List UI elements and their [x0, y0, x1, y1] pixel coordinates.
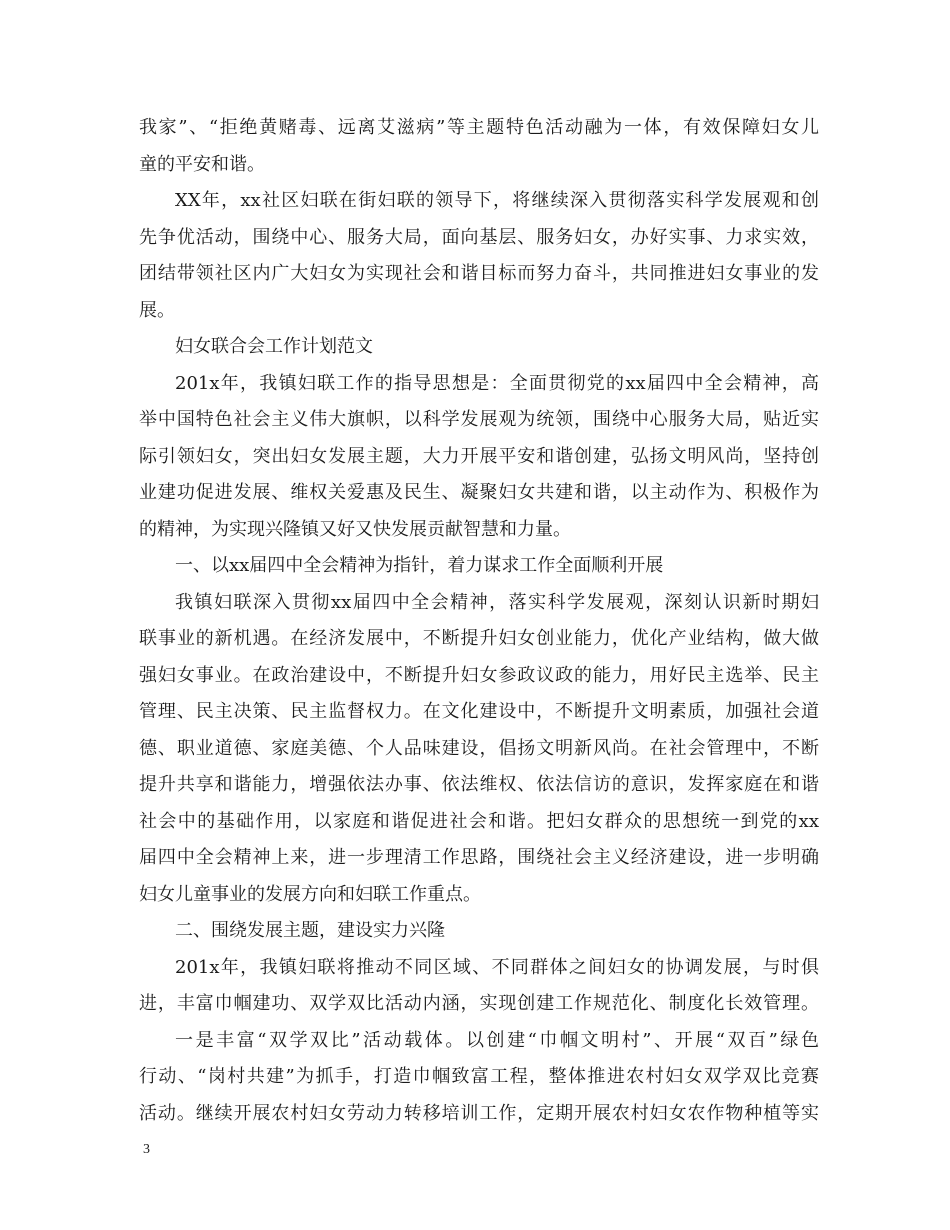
text-line: 际引领妇女，突出妇女发展主题，大力开展平安和谐创建，弘扬文明风尚，坚持创	[139, 446, 819, 467]
text-line: 我家”、“拒绝黄赌毒、远离艾滋病”等主题特色活动融为一体，有效保障妇女儿	[139, 117, 819, 138]
text-line: 提升共享和谐能力，增强依法办事、依法维权、依法信访的意识，发挥家庭在和谐	[139, 774, 819, 795]
text-line: 德、职业道德、家庭美德、个人品味建设，倡扬文明新风尚。在社会管理中，不断	[139, 738, 819, 759]
text-line: 举中国特色社会主义伟大旗帜，以科学发展观为统领，围绕中心服务大局，贴近实	[139, 409, 819, 430]
text-line: 进，丰富巾帼建功、双学双比活动内涵，实现创建工作规范化、制度化长效管理。	[139, 993, 819, 1014]
text-line: 我镇妇联深入贯彻xx届四中全会精神，落实科学发展观，深刻认识新时期妇	[175, 592, 819, 613]
text-line: 先争优活动，围绕中心、服务大局，面向基层、服务妇女，办好实事、力求实效，	[139, 227, 819, 248]
page-number: 3	[143, 1142, 150, 1157]
text-line: 社会中的基础作用，以家庭和谐促进社会和谐。把妇女群众的思想统一到党的xx	[139, 811, 819, 832]
text-line: 童的平安和谐。	[139, 154, 265, 175]
text-line: 届四中全会精神上来，进一步理清工作思路，围绕社会主义经济建设，进一步明确	[139, 847, 819, 868]
section-heading: 二、围绕发展主题，建设实力兴隆	[175, 920, 445, 941]
text-line: XX年，xx社区妇联在街妇联的领导下，将继续深入贯彻落实科学发展观和创	[175, 190, 819, 211]
text-line: 妇女儿童事业的发展方向和妇联工作重点。	[139, 884, 481, 905]
text-line: 展。	[139, 300, 175, 321]
text-line: 的精神，为实现兴隆镇又好又快发展贡献智慧和力量。	[139, 519, 571, 540]
text-line: 201x年，我镇妇联将推动不同区域、不同群体之间妇女的协调发展，与时俱	[175, 957, 819, 978]
text-line: 联事业的新机遇。在经济发展中，不断提升妇女创业能力，优化产业结构，做大做	[139, 628, 819, 649]
text-line: 活动。继续开展农村妇女劳动力转移培训工作，定期开展农村妇女农作物种植等实	[139, 1103, 819, 1124]
text-line: 业建功促进发展、维权关爱惠及民生、凝聚妇女共建和谐，以主动作为、积极作为	[139, 482, 819, 503]
text-line: 一是丰富“双学双比”活动载体。以创建“巾帼文明村”、开展“双百”绿色	[175, 1030, 819, 1051]
section-heading: 妇女联合会工作计划范文	[175, 336, 373, 357]
text-line: 团结带领社区内广大妇女为实现社会和谐目标而努力奋斗，共同推进妇女事业的发	[139, 263, 819, 284]
text-line: 强妇女事业。在政治建设中，不断提升妇女参政议政的能力，用好民主选举、民主	[139, 665, 819, 686]
text-line: 行动、“岗村共建”为抓手，打造巾帼致富工程，整体推进农村妇女双学双比竞赛	[139, 1066, 819, 1087]
section-heading: 一、以xx届四中全会精神为指针，着力谋求工作全面顺利开展	[175, 555, 664, 576]
text-line: 管理、民主决策、民主监督权力。在文化建设中，不断提升文明素质，加强社会道	[139, 701, 819, 722]
text-line: 201x年，我镇妇联工作的指导思想是：全面贯彻党的xx届四中全会精神，高	[175, 373, 819, 394]
